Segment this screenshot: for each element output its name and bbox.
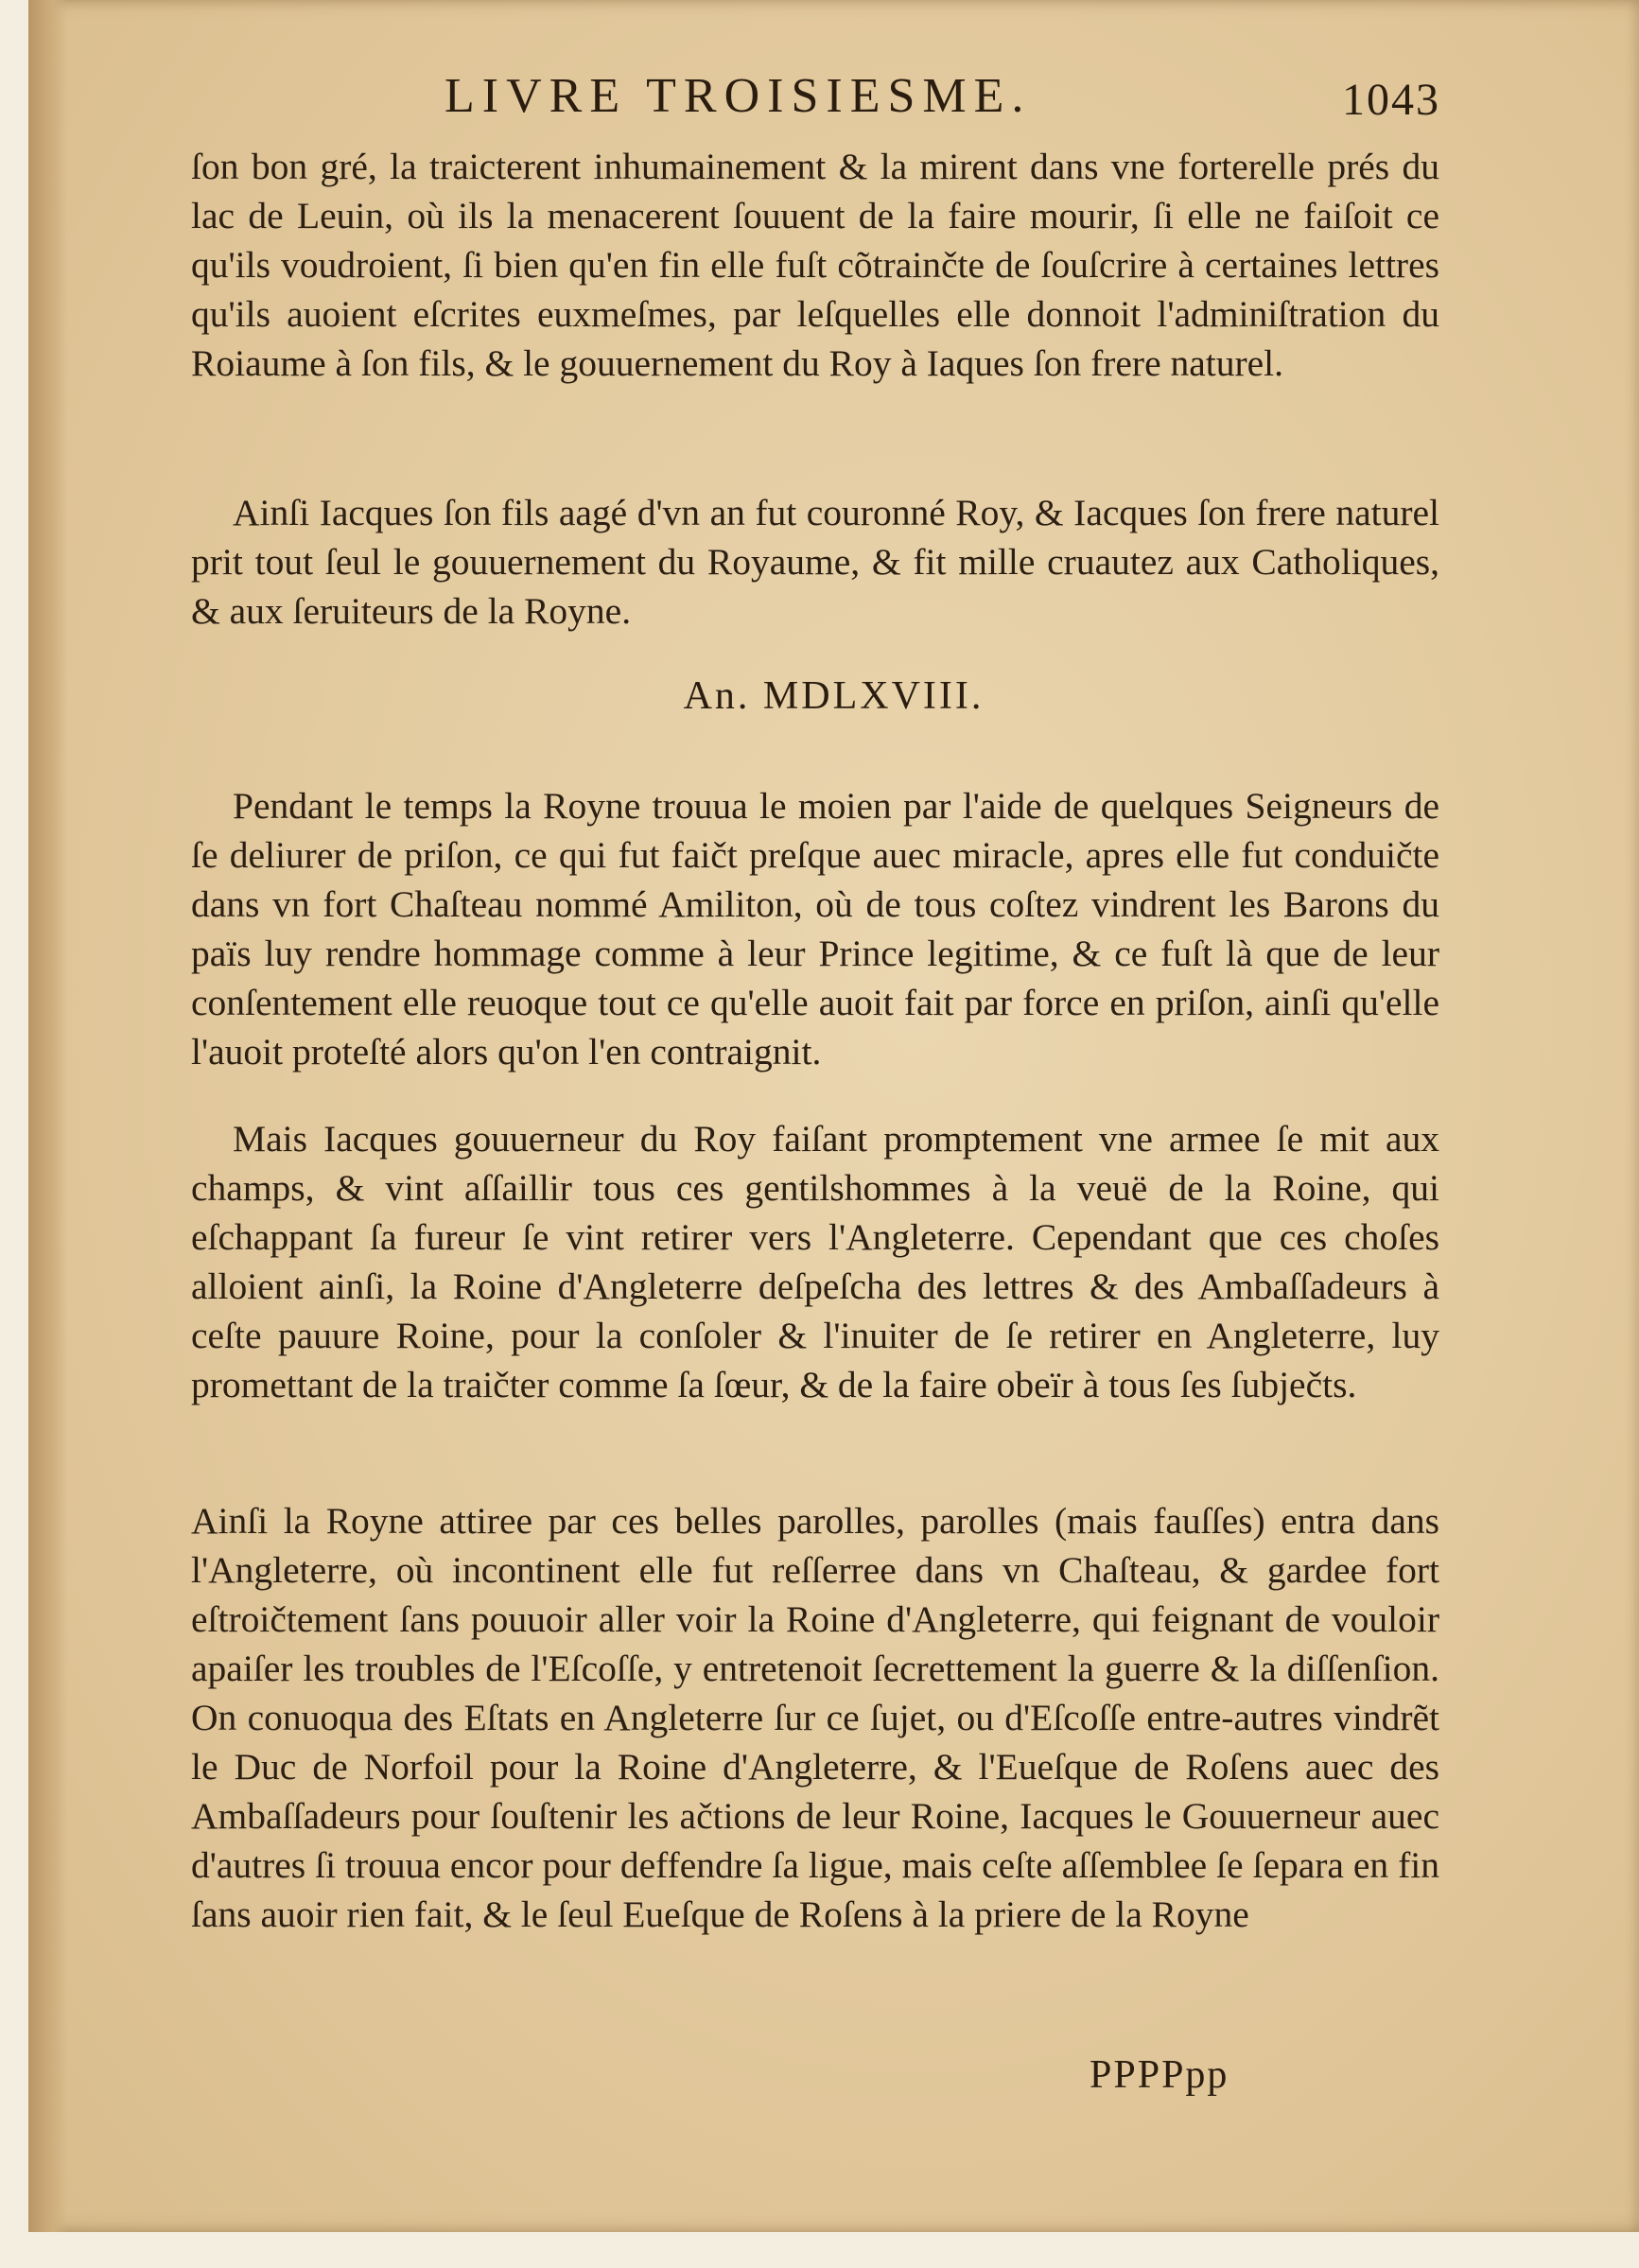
book-page — [28, 0, 1639, 2232]
paragraph-1: ſon bon gré, la traicterent inhumainement & la mirent dans vne forterelle prés du lac de Leuin, où ils la menacerent ſouuent de la faire mourir, ſi elle ne faiſoit ce qu'ils voudroient, ſi bien qu'en fin elle fuſt cõtrainčte de ſouſcrire à certaines lettres qu'ils auoient eſcrites euxmeſmes, par leſquelles elle donnoit l'adminiſtration du Roiaume à ſon fils, & le gouuernement du Roy à Iaques ſon frere naturel. — [191, 146, 1439, 384]
page-margin — [0, 2232, 1639, 2268]
page-header — [28, 68, 1639, 134]
paragraph-2: Ainſi Iacques ſon fils aagé d'vn an fut couronné Roy, & Iacques ſon frere naturel prit tout ſeul le gouuernement du Royaume, & fit mille cruautez aux Catholiques, & aux ſeruiteurs de la Royne. — [191, 492, 1439, 632]
paragraph-4: Mais Iacques gouuerneur du Roy faiſant promptement vne armee ſe mit aux champs, & vint aſſaillir tous ces gentilshommes à la veuë de la Roine, qui eſchappant ſa fureur ſe vint retirer vers l'Angleterre. Cependant que ces choſes alloient ainſi, la Roine d'Angleterre deſpeſcha des lettres & des Ambaſſadeurs à ceſte pauure Roine, pour la conſoler & l'inuiter de ſe retirer en Angleterre, luy promettant de la traičter comme ſa ſœur, & de la faire obeïr à tous ſes ſubječts. — [191, 1118, 1439, 1405]
running-head: LIVRE TROISIESME. — [445, 69, 1032, 123]
paragraph-5: Ainſi la Royne attiree par ces belles parolles, parolles (mais fauſſes) entra dans l'Angleterre, où incontinent elle fut reſſerree dans vn Chaſteau, & gardee fort eſtroičtement ſans pouuoir aller voir la Roine d'Angleterre, qui feignant de vouloir apaiſer les troubles de l'Eſcoſſe, y entretenoit ſecrettement la guerre & la diſſenſion. On conuoqua des Eſtats en Angleterre ſur ce ſujet, ou d'Eſcoſſe entre-autres vindrẽt le Duc de Norfoil pour la Roine d'Angleterre, & l'Eueſque de Roſens auec des Ambaſſadeurs pour ſouſtenir les ačtions de leur Roine, Iacques le Gouuerneur auec d'autres ſi trouua encor pour deffendre ſa ligue, mais ceſte aſſemblee ſe ſepara en fin ſans auoir rien fait, & le ſeul Eueſque de Roſens à la priere de la Royne — [191, 1500, 1439, 1935]
page-number: 1043 — [1342, 75, 1440, 125]
year-heading: An. MDLXVIII. — [683, 674, 985, 718]
page-gutter — [28, 0, 68, 2232]
signature-mark: PPPPpp — [1090, 2053, 1229, 2097]
paragraph-3: Pendant le temps la Royne trouua le moien par l'aide de quelques Seigneurs de ſe deliurer de priſon, ce qui fut faičt preſque auec miracle, apres elle fut conduičte dans vn fort Chaſteau nommé Amiliton, où de tous coſtez vindrent les Barons du païs luy rendre hommage comme à leur Prince legitime, & ce fuſt là que de leur conſentement elle reuoque tout ce qu'elle auoit fait par force en priſon, ainſi qu'elle l'auoit proteſté alors qu'on l'en contraignit. — [191, 785, 1439, 1073]
